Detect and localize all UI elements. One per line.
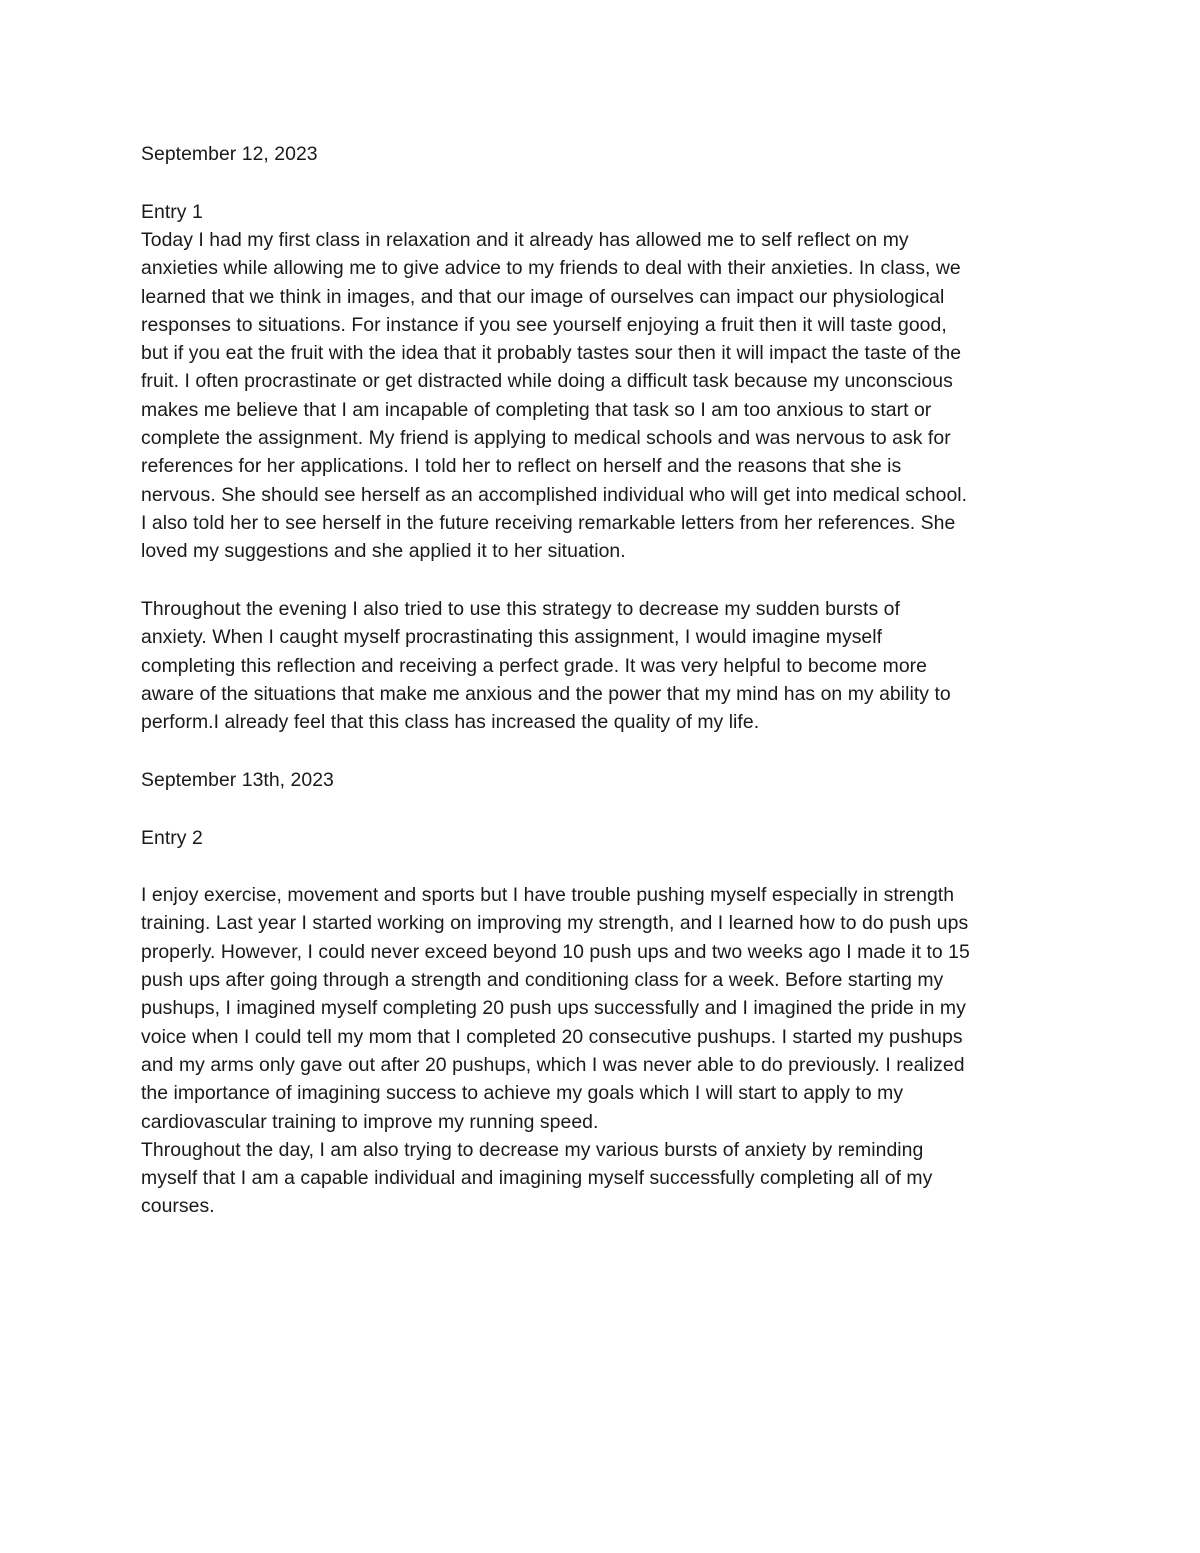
entry2-paragraph2: [141, 1136, 1066, 1221]
spacer: [141, 736, 1066, 765]
journal-content: [141, 140, 1066, 1221]
paragraph-line: training. Last year I started working on improving my strength, and I learned how to do push ups: [141, 912, 969, 935]
paragraph-line: Today I had my first class in relaxation and it already has allowed me to self reflect on my: [141, 228, 909, 251]
paragraph-line: I also told her to see herself in the future receiving remarkable letters from her references. She: [141, 511, 956, 534]
paragraph-line: references for her applications. I told her to reflect on herself and the reasons that she is: [141, 455, 902, 478]
paragraph-line: learned that we think in images, and that our image of ourselves can impact our physiological: [141, 285, 945, 308]
paragraph-line: anxieties while allowing me to give advice to my friends to deal with their anxieties. In class, we: [141, 257, 961, 280]
paragraph-line: makes me believe that I am incapable of completing that task so I am too anxious to start or: [141, 398, 932, 421]
paragraph-line: nervous. She should see herself as an accomplished individual who will get into medical school.: [141, 483, 968, 506]
paragraph-line: fruit. I often procrastinate or get distracted while doing a difficult task because my unconscious: [141, 370, 953, 393]
paragraph-line: complete the assignment. My friend is applying to medical schools and was nervous to ask for: [141, 427, 951, 450]
paragraph-line: but if you eat the fruit with the idea that it probably tastes sour then it will impact the taste of the: [141, 342, 962, 365]
paragraph-line: pushups, I imagined myself completing 20 push ups successfully and I imagined the pride in my: [141, 997, 966, 1020]
spacer: [141, 566, 1066, 595]
spacer: [141, 168, 1066, 197]
entry2-date: September 13th, 2023: [141, 768, 334, 791]
paragraph-line: completing this reflection and receiving a perfect grade. It was very helpful to become more: [141, 654, 928, 677]
entry1-date: September 12, 2023: [141, 143, 318, 165]
paragraph-line: I enjoy exercise, movement and sports but I have trouble pushing myself especially in strength: [141, 884, 955, 907]
paragraph-line: myself that I am a capable individual and imagining myself successfully completing all of my: [141, 1167, 933, 1190]
spacer: [141, 852, 1066, 881]
entry2-paragraph1: [141, 881, 1066, 1136]
spacer: [141, 794, 1066, 823]
paragraph-line: courses.: [141, 1195, 215, 1218]
paragraph-line: properly. However, I could never exceed beyond 10 push ups and two weeks ago I made it to 15: [141, 940, 970, 963]
paragraph-line: Throughout the day, I am also trying to decrease my various bursts of anxiety by reminding: [141, 1138, 924, 1161]
paragraph-line: the importance of imagining success to achieve my goals which I will start to apply to my: [141, 1082, 904, 1105]
entry1-heading: Entry 1: [141, 200, 203, 223]
paragraph-line: Throughout the evening I also tried to use this strategy to decrease my sudden bursts of: [141, 597, 900, 620]
paragraph-line: responses to situations. For instance if you see yourself enjoying a fruit then it will taste good,: [141, 313, 947, 336]
entry2-heading: Entry 2: [141, 826, 203, 849]
paragraph-line: cardiovascular training to improve my running speed.: [141, 1110, 599, 1133]
paragraph-line: anxiety. When I caught myself procrastinating this assignment, I would imagine myself: [141, 626, 883, 649]
paragraph-line: and my arms only gave out after 20 pushups, which I was never able to do previously. I realized: [141, 1053, 965, 1076]
paragraph-line: voice when I could tell my mom that I completed 20 consecutive pushups. I started my pushups: [141, 1025, 963, 1048]
paragraph-line: perform.I already feel that this class has increased the quality of my life.: [141, 711, 760, 734]
entry1-paragraph1: [141, 226, 1066, 566]
paragraph-line: aware of the situations that make me anxious and the power that my mind has on my ability to: [141, 682, 951, 705]
paragraph-line: loved my suggestions and she applied it to her situation.: [141, 540, 626, 563]
paragraph-line: push ups after going through a strength and conditioning class for a week. Before starting my: [141, 969, 944, 992]
entry1-paragraph2: [141, 595, 1066, 736]
